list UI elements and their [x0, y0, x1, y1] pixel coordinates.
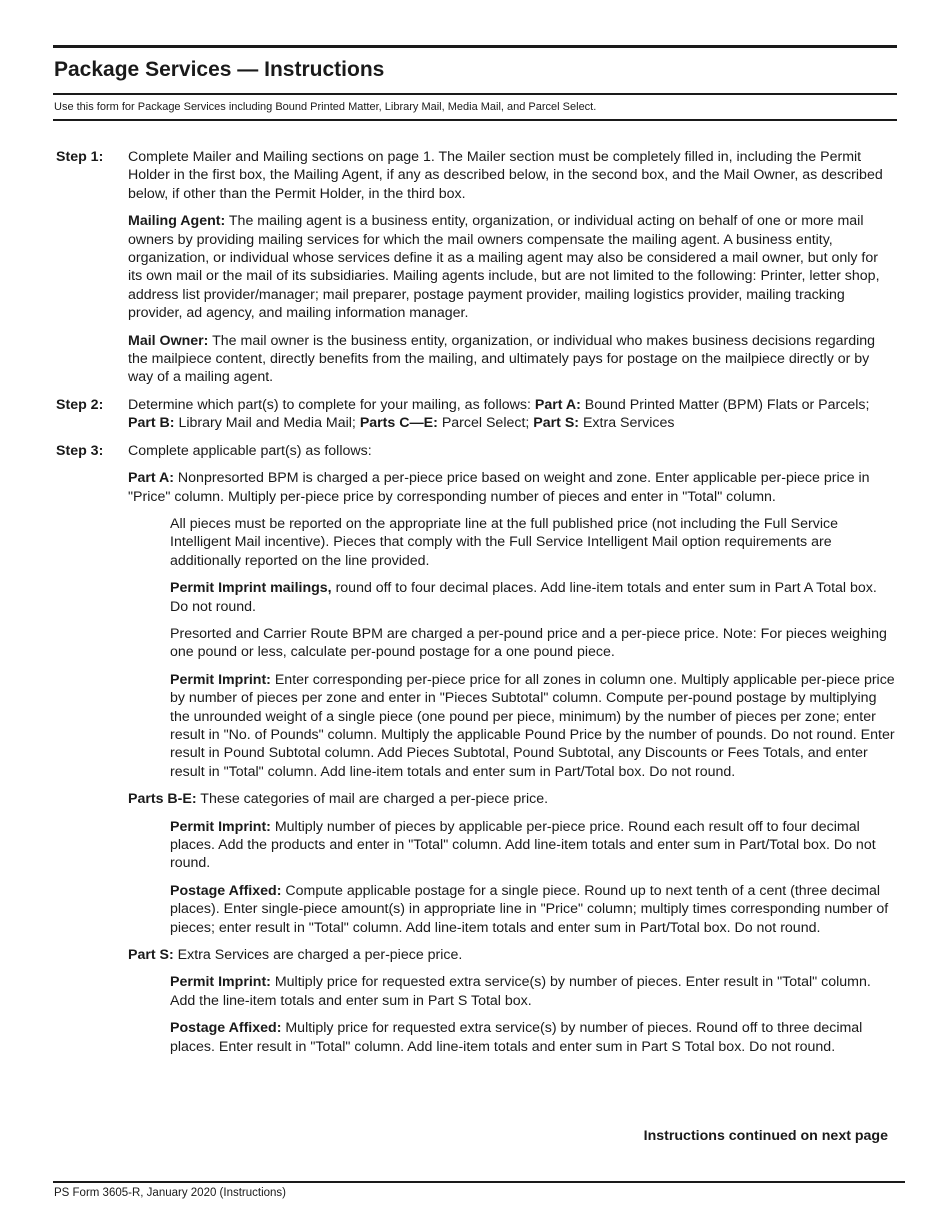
step-2-part-b: Part B: [128, 415, 175, 432]
part-s-postage-affixed [170, 1019, 896, 1056]
footer-rule [53, 1181, 905, 1183]
instructions-body [56, 148, 896, 1065]
parts-b-e-postage-affixed [170, 882, 896, 937]
part-a-permit-imprint-label: Permit Imprint: [170, 671, 271, 688]
form-usage-note: Use this form for Package Services including Bound Printed Matter, Library Mail, Media Mail, and Parcel Select. [54, 101, 597, 113]
step-2-parts-c-e-desc: Parcel Select; [437, 415, 534, 432]
step-2-intro: Determine which part(s) to complete for your mailing, as follows: [128, 396, 535, 413]
step-2-text [128, 396, 896, 433]
mail-owner-text: The mail owner is the business entity, organization, or individual who makes business decisions regarding the mailpiece content, directly benefits from the mailing, and ultimately pays for postage on the mailpiece directly or by way of a mailing agent. [128, 332, 876, 386]
part-s-permit-imprint-label: Permit Imprint: [170, 974, 271, 991]
step-2 [56, 396, 896, 433]
step-2-label: Step 2: [56, 396, 104, 413]
top-rule [53, 45, 897, 48]
part-s-label: Part S: [128, 947, 174, 964]
parts-b-e-postage-affixed-label: Postage Affixed: [170, 882, 282, 899]
part-a-permit-mailings [170, 579, 896, 616]
step-1-label: Step 1: [56, 149, 104, 165]
mail-owner-paragraph [128, 332, 896, 387]
part-s-postage-affixed-label: Postage Affixed: [170, 1020, 282, 1037]
step-2-parts-c-e: Parts C—E: [359, 415, 438, 432]
step-1-text: Complete Mailer and Mailing sections on page 1. The Mailer section must be completely filled in, including the Permit Holder in the first box, the Mailing Agent, if any as described below, in the second box, and the Mail Owner, as described below, if other than the Permit Holder, in the third box. [128, 149, 883, 202]
parts-b-e-label: Parts B-E: [128, 791, 197, 808]
part-s-paragraph [128, 946, 896, 964]
part-a-label: Part A: [128, 470, 174, 487]
parts-b-e-permit-imprint-text: Multiply number of pieces by applicable per-piece price. Round each result off to four decimal places. Add the products and enter in "Total" column. Add line-item totals and enter sum in Part/Total box. Do not round. [170, 818, 876, 872]
part-a-permit-imprint-text: Enter corresponding per-piece price for all zones in column one. Multiply applicable per-piece price by number of pieces per zone and enter in "Pieces Subtotal" column. Compute per-pound postage by multiplying the unrounded weight of a single piece (one pound per piece, minimum) by the number of pieces per zone; enter result in "No. of Pounds" column. Multiply the applicable Pound Price by the number of pounds. Do not round. Enter result in Pound Subtotal column. Add Pieces Subtotal, Pound Subtotal, any Discounts or Fees Totals, and enter result in "Total" column. Add line-item totals and enter sum in Part/Total box. Do not round. [170, 671, 895, 780]
part-s-postage-affixed-text: Multiply price for requested extra service(s) by number of pieces. Round off to three decimal places. Enter result in "Total" column. Add line-item totals and enter sum in Part S Total box. Do not round. [170, 1020, 863, 1055]
mail-owner-label: Mail Owner: [128, 332, 209, 349]
step-1 [56, 148, 896, 203]
mailing-agent-paragraph [128, 212, 896, 322]
part-a-permit-mailings-label: Permit Imprint mailings, [170, 580, 332, 597]
part-a-permit-mailings-text: round off to four decimal places. Add line-item totals and enter sum in Part A Total box. Do not round. [170, 580, 877, 615]
title-divider [53, 93, 897, 95]
parts-b-e-postage-affixed-text: Compute applicable postage for a single piece. Round up to next tenth of a cent (three decimal places). Enter single-piece amount(s) in appropriate line in "Price" column; multiply times corresponding number of pieces; enter result in "Total" column. Add line-item totals and enter sum in Part/Total box. Do not round. [170, 882, 889, 936]
subtitle-divider [53, 119, 897, 121]
part-a-paragraph [128, 469, 896, 506]
part-s-permit-imprint [170, 973, 896, 1010]
mailing-agent-label: Mailing Agent: [128, 213, 226, 230]
step-2-part-b-desc: Library Mail and Media Mail; [174, 415, 360, 432]
step-3-text: Complete applicable part(s) as follows: [128, 442, 372, 459]
part-s-text: Extra Services are charged a per-piece price. [173, 947, 463, 964]
mailing-agent-text: The mailing agent is a business entity, organization, or individual acting on behalf of one or more mail owners by providing mailing services for which the mail owners compensate the mailing agent. A business entity, organization, or individual whose services define it as a mailing agent may also be considered a mail owner, but only for its own mail or the mail of its subsidiaries. Mailing agents include, but are not limited to the following: Printer, letter shop, address list provider/manager; mail preparer, postage payment provider, mailing logistics provider, mailing tracking provider, ad agency, and mailing information manager. [128, 213, 880, 322]
step-2-part-a-desc: Bound Printed Matter (BPM) Flats or Parcels; [580, 396, 870, 413]
page-title: Package Services — Instructions [54, 58, 385, 81]
step-3 [56, 442, 896, 460]
step-2-part-a: Part A: [534, 396, 581, 413]
part-a-presorted-note: Presorted and Carrier Route BPM are charged a per-pound price and a per-piece price. Note: For pieces weighing one pound or less, calculate per-pound postage for a one pound piece. [170, 625, 887, 661]
part-s-permit-imprint-text: Multiply price for requested extra service(s) by number of pieces. Enter result in "Total" column. Add the line-item totals and enter sum in Part S Total box. [170, 974, 871, 1009]
parts-b-e-permit-imprint [170, 818, 896, 873]
form-footer: PS Form 3605-R, January 2020 (Instructions) [54, 1187, 287, 1199]
step-3-label: Step 3: [56, 442, 104, 459]
parts-b-e-paragraph [128, 790, 896, 808]
parts-b-e-text: These categories of mail are charged a per-piece price. [196, 791, 549, 808]
continued-notice: Instructions continued on next page [643, 1128, 888, 1144]
part-a-text: Nonpresorted BPM is charged a per-piece price based on weight and zone. Enter applicable per-piece price in "Price" column. Multiply per-piece price by corresponding number of pieces and enter in "Total" column. [128, 470, 870, 505]
parts-b-e-permit-imprint-label: Permit Imprint: [170, 818, 271, 835]
part-a-full-price-note: All pieces must be reported on the appropriate line at the full published price (not including the Full Service Intelligent Mail incentive). Pieces that comply with the Full Service Intelligent Mail option requirements are additionally reported on the line provided. [170, 515, 838, 569]
step-2-part-s-desc: Extra Services [579, 415, 675, 432]
step-2-part-s: Part S: [533, 415, 580, 432]
part-a-permit-imprint [170, 671, 896, 781]
